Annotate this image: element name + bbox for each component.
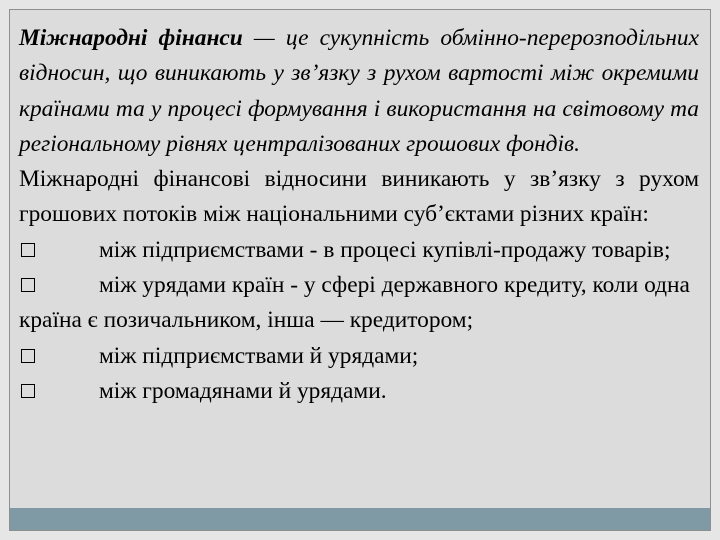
checkbox-bullet-icon <box>21 384 35 398</box>
definition-term: Міжнародні фінанси <box>19 25 243 51</box>
bullet-item <box>19 233 699 268</box>
bullet-text: між підприємствами й урядами; <box>99 342 419 369</box>
bullet-text: між підприємствами - в процесі купівлі-продажу товарів; <box>99 236 671 263</box>
bottom-accent-bar <box>10 508 710 530</box>
bullet-text: між громадянами й урядами. <box>99 377 387 404</box>
bullet-item <box>19 374 699 409</box>
checkbox-bullet-icon <box>21 243 35 257</box>
slide <box>9 9 711 531</box>
checkbox-bullet-icon <box>21 349 35 363</box>
checkbox-bullet-icon <box>21 278 35 292</box>
bullet-item <box>19 268 699 339</box>
intro-paragraph: Міжнародні фінансові відносини виникають у зв’язку з рухом грошових потоків між національними суб’єктами різних країн: <box>19 166 699 228</box>
bullet-item <box>19 339 699 374</box>
bullet-text: між урядами країн - у сфері державного кредиту, коли одна країна є позичальником, інша — кредитором; <box>19 272 690 334</box>
definition-text: — це сукупність обмінно-перерозподільних відносин, що виникають у зв’язку з рухом вартості між окремими країнами та у процесі формування і використання на світовому та регіональному рівнях централізованих грошових фондів. <box>19 25 699 157</box>
slide-content <box>19 21 699 409</box>
definition-paragraph <box>19 21 699 162</box>
